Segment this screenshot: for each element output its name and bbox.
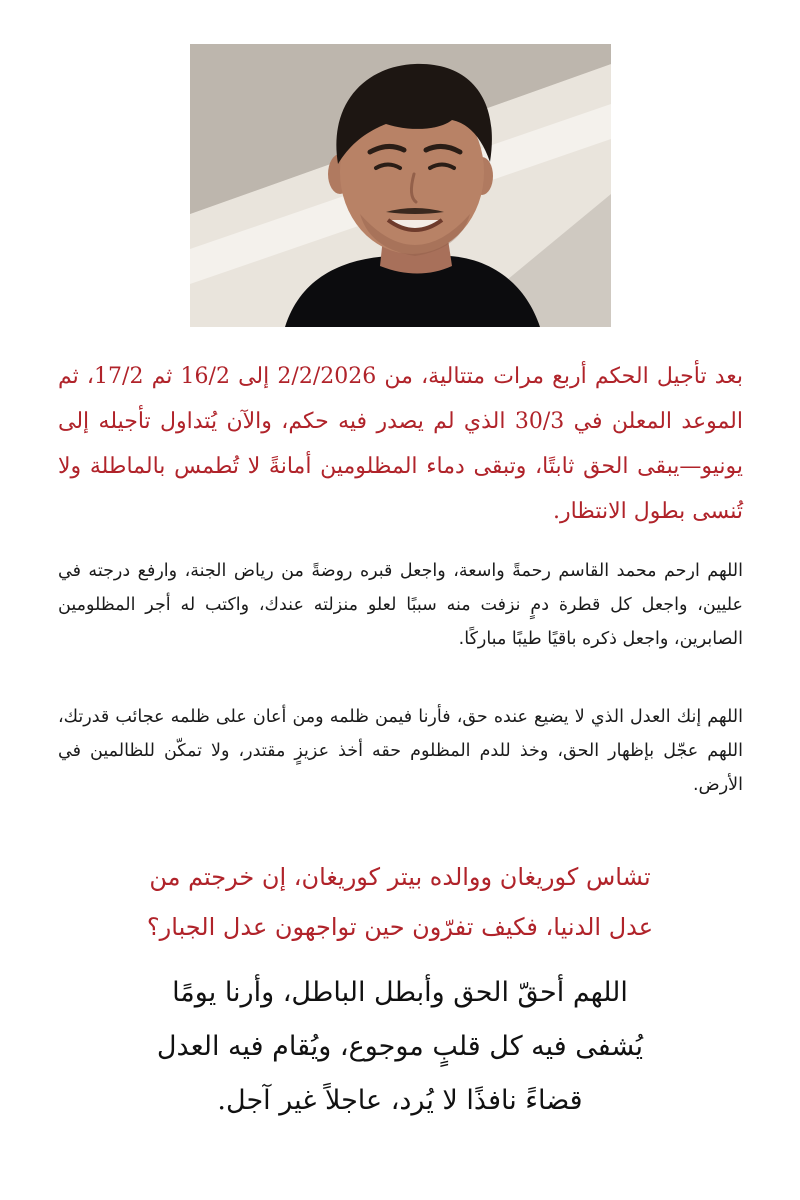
portrait-illustration [190, 44, 611, 327]
question-line: عدل الدنيا، فكيف تفرّون حين تواجهون عدل الجبار؟ [146, 913, 654, 941]
question-line: تشاس كوريغان ووالده بيتر كوريغان، إن خرجتم من [149, 863, 651, 891]
final-prayer [150, 966, 650, 1128]
final-prayer-line: يُشفى فيه كل قلبٍ موجوع، ويُقام فيه العدل [156, 1031, 644, 1062]
prayer-paragraph-mercy: اللهم ارحم محمد القاسم رحمةً واسعة، واجعل قبره روضةً من رياض الجنة، وارفع درجته في عليين، واجعل كل قطرة دمٍ نزفت منه سببًا لعلو منزلته عندك، واكتب له أجر المظلومين الصابرين، واجعل ذكره باقيًا طيبًا مباركًا. [58, 561, 743, 649]
question-paragraph [100, 852, 700, 952]
final-prayer-line: قضاءً نافذًا لا يُرد، عاجلاً غير آجل. [217, 1085, 583, 1116]
portrait-photo [190, 44, 611, 327]
final-prayer-line: اللهم أحقّ الحق وأبطل الباطل، وأرنا يومًا [172, 977, 628, 1008]
prayer-paragraph-justice: اللهم إنك العدل الذي لا يضيع عنده حق، فأرنا فيمن ظلمه ومن أعان على ظلمه عجائب قدرتك، اللهم عجّل بإظهار الحق، وخذ للدم المظلوم حقه أخذ عزيزٍ مقتدر، ولا تمكّن للظالمين في الأرض. [58, 707, 743, 795]
intro-paragraph: بعد تأجيل الحكم أربع مرات متتالية، من 2/2/2026 إلى 16/2 ثم 17/2، ثم الموعد المعلن في 30/3 الذي لم يصدر فيه حكم، والآن يُتداول تأجيله إلى يونيو—يبقى الحق ثابتًا، وتبقى دماء المظلومين أمانةً لا تُطمس بالماطلة ولا تُنسى بطول الانتظار. [58, 364, 744, 524]
